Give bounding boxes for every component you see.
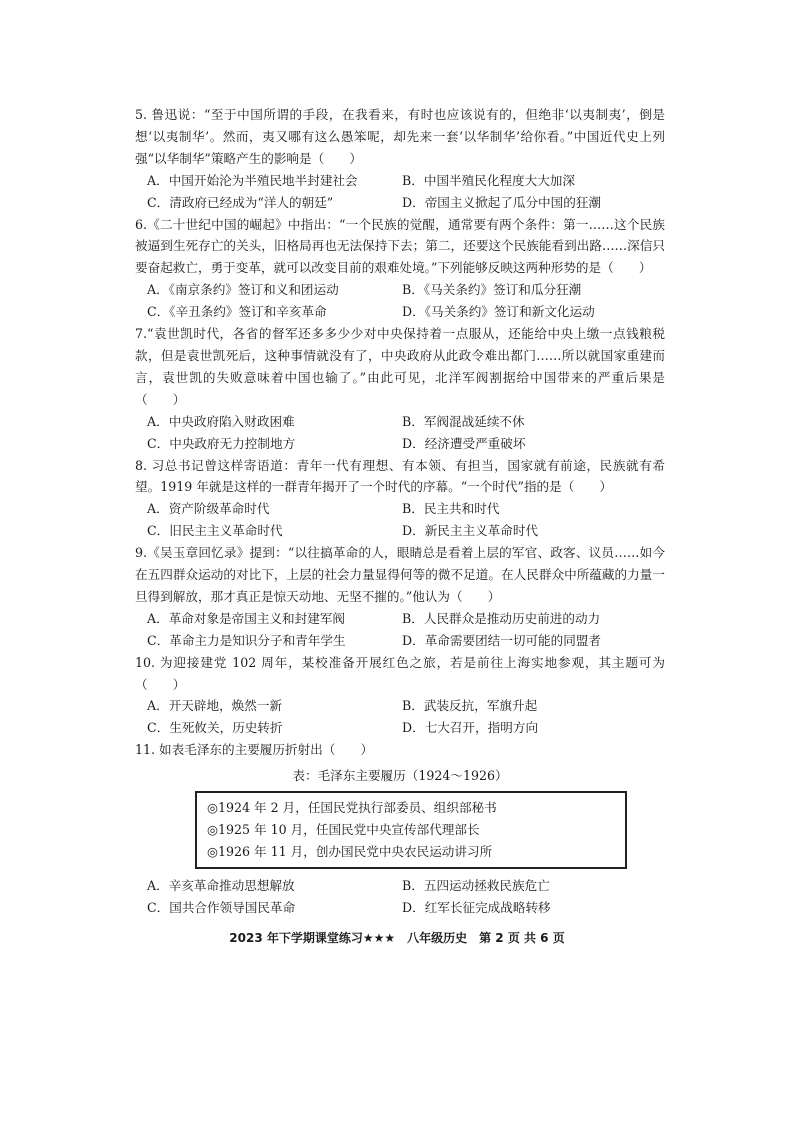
option-c[interactable]: C．清政府已经成为“洋人的朝廷” [147,194,334,210]
table-row: ◎1926 年 11 月，创办国民党中央农民运动讲习所 [207,844,493,860]
table-row: ◎1924 年 2 月，任国民党执行部委员、组织部秘书 [207,800,497,816]
option-b[interactable]: B．五四运动拯救民族危亡 [402,878,550,894]
table-row: ◎1925 年 10 月，任国民党中央宣传部代理部长 [207,822,480,838]
question-6 [135,214,665,324]
option-a[interactable]: A．资产阶级革命时代 [147,501,270,517]
question-9 [135,542,665,652]
options [135,695,665,739]
option-d[interactable]: D．帝国主义掀起了瓜分中国的狂潮 [402,194,602,210]
option-a[interactable]: A．《南京条约》签订和义和团运动 [147,282,339,298]
question-stem: 5. 鲁迅说：“至于中国所谓的手段，在我看来，有时也应该说有的，但绝非‘以夷制夷’，倒是想‘以夷制华’。然而，夷又哪有这么愚笨呢，却先来一套‘以华制华’给你看。”中国近代史上列强“以华制华”策略产生的影响是（ ） [135,107,665,166]
options [135,498,665,542]
question-7 [135,323,665,454]
options [135,279,665,323]
option-a[interactable]: A．中央政府陷入财政困难 [147,413,295,429]
options [135,875,665,919]
options [135,170,665,214]
option-a[interactable]: A．革命对象是帝国主义和封建军阀 [147,610,346,626]
option-c[interactable]: C．《辛丑条约》签订和辛亥革命 [147,304,327,320]
option-b[interactable]: B．《马关条约》签订和瓜分狂潮 [402,282,582,298]
options [135,411,665,455]
resume-table [195,791,627,869]
options [135,608,665,652]
option-b[interactable]: B．军阀混战延续不休 [402,413,525,429]
option-d[interactable]: D．《马关条约》签订和新文化运动 [402,304,595,320]
option-b[interactable]: B．武装反抗，军旗升起 [402,698,538,714]
option-d[interactable]: D．新民主主义革命时代 [402,523,539,539]
exam-page [135,104,665,919]
option-a[interactable]: A．开天辟地，焕然一新 [147,698,283,714]
question-stem: 7.“袁世凯时代，各省的督军还多多少少对中央保持着一点服从，还能给中央上缴一点钱粮税款，但是袁世凯死后，这种事情就没有了，中央政府从此政令难出都门……所以就国家重建而言，袁世凯的失败意味着中国也输了。”由此可见，北洋军阀割据给中国带来的严重后果是（ ） [135,326,665,407]
option-d[interactable]: D．革命需要团结一切可能的同盟者 [402,632,602,648]
question-8 [135,455,665,543]
question-stem: 10. 为迎接建党 102 周年，某校准备开展红色之旅，若是前往上海实地参观，其主题可为（ ） [135,654,665,692]
page-footer: 2023 年下学期课堂练习★★★ 八年级历史 第 2 页 共 6 页 [229,931,565,945]
option-a[interactable]: A．辛亥革命推动思想解放 [147,878,295,894]
option-c[interactable]: C．生死攸关，历史转折 [147,720,283,736]
option-d[interactable]: D．七大召开，指明方向 [402,720,539,736]
option-c[interactable]: C．国共合作领导国民革命 [147,900,296,915]
question-stem: 9.《吴玉章回忆录》提到：“以往搞革命的人，眼睛总是看着上层的军官、政客、议员……如今在五四群众运动的对比下，上层的社会力量显得何等的微不足道。在人民群众中所蕴藏的力量一旦得到解放，那才真正是惊天动地、无坚不摧的。”他认为（ ） [135,545,665,604]
option-d[interactable]: D．经济遭受严重破坏 [402,435,526,451]
option-b[interactable]: B．人民群众是推动历史前进的动力 [402,610,601,626]
question-5 [135,104,665,214]
option-c[interactable]: C．旧民主主义革命时代 [147,523,283,539]
question-stem: 8. 习总书记曾这样寄语道：青年一代有理想、有本领、有担当，国家就有前途，民族就有希望。1919 年就是这样的一群青年揭开了一个时代的序幕。“一个时代”指的是（ ） [135,457,665,495]
question-10 [135,652,665,740]
option-d[interactable]: D．红军长征完成战略转移 [402,900,551,915]
option-b[interactable]: B．民主共和时代 [402,501,500,517]
question-stem: 11. 如表毛泽东的主要履历折射出（ ） [135,742,374,758]
option-c[interactable]: C．中央政府无力控制地方 [147,435,296,451]
question-stem: 6.《二十世纪中国的崛起》中指出：“一个民族的觉醒，通常要有两个条件：第一……这个民族被逼到生死存亡的关头，旧格局再也无法保持下去；第二，还要这个民族能看到出路……深信只要奋起救亡，勇于变革，就可以改变目前的艰难处境。”下列能够反映这两种形势的是（ ） [135,216,665,276]
option-a[interactable]: A．中国开始沦为半殖民地半封建社会 [147,172,358,188]
table-caption: 表：毛泽东主要履历（1924～1926） [292,768,508,784]
option-c[interactable]: C．革命主力是知识分子和青年学生 [147,632,346,648]
question-11 [135,739,665,919]
option-b[interactable]: B．中国半殖民化程度大大加深 [402,172,575,188]
